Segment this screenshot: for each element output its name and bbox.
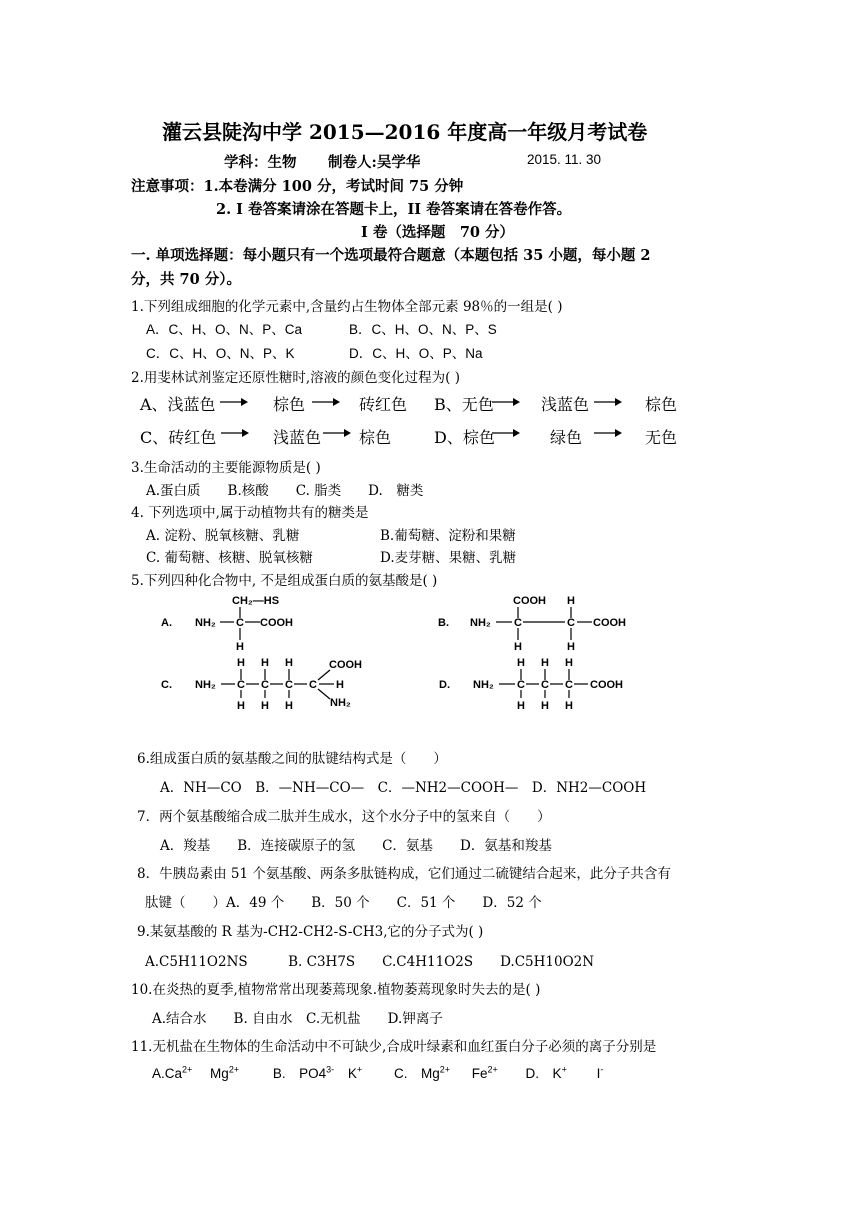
q2-option-b-3: 棕色	[645, 395, 678, 414]
structure-c-h-top-2: H	[261, 657, 269, 669]
structure-d-h-bottom-1: H	[517, 700, 525, 712]
arrow-icon	[492, 396, 520, 408]
structure-d-h-bottom-3: H	[565, 700, 573, 712]
structure-d-carbon-1: C	[517, 679, 525, 691]
structure-c-h-side: H	[336, 679, 344, 691]
structure-b-label: B.	[438, 617, 449, 629]
question-1-option-a: A．C、H、O、N、P、Ca	[146, 322, 303, 337]
question-4-option-b: B.葡萄糖、淀粉和果糖	[380, 528, 516, 544]
question-1-option-d: D．C、H、O、P、Na	[349, 346, 483, 361]
question-7-stem: 7．两个氨基酸缩合成二肽并生成水，这个水分子中的氢来自（ ）	[137, 809, 551, 825]
structure-c-h-top-1: H	[237, 657, 245, 669]
structure-a-side-chain: CH₂—HS	[232, 595, 280, 607]
q11-option-b-2-charge: +	[356, 1064, 363, 1075]
q11-option-b-charge: 3-	[326, 1064, 335, 1075]
arrow-icon	[220, 396, 248, 408]
arrow-icon	[312, 396, 340, 408]
q11-option-d-2-charge: -	[600, 1064, 604, 1075]
structure-d-h-top-3: H	[565, 657, 573, 669]
q2-option-a-2: 棕色	[273, 395, 306, 414]
question-4-option-d: D.麦芽糖、果糖、乳糖	[380, 550, 517, 566]
structure-a-carboxyl: COOH	[260, 617, 293, 629]
q2-option-c-1: C、砖红色	[140, 428, 217, 447]
section-title: I 卷（选择题 70 分）	[361, 224, 515, 241]
question-7-options: A．羧基 B．连接碳原子的氢 C．氨基 D．氨基和羧基	[160, 838, 552, 854]
structure-b-carbon-1: C	[514, 617, 522, 629]
date-label: 2015. 11. 30	[527, 152, 602, 167]
author-label: 制卷人:吴学华	[328, 154, 421, 171]
question-4-option-a: A. 淀粉、脱氧核糖、乳糖	[146, 528, 300, 544]
q2-option-a-3: 砖红色	[359, 395, 408, 414]
structure-b-amino: NH₂	[470, 617, 491, 629]
question-9-stem: 9.某氨基酸的 R 基为-CH2-CH2-S-CH3,它的分子式为( )	[137, 924, 484, 940]
structure-d-label: D.	[439, 679, 450, 691]
page-title: 灌云县陡沟中学 2015—2016 年度高一年级月考试卷	[162, 120, 648, 144]
question-3-options: A.蛋白质 B.核酸 C. 脂类 D. 糖类	[146, 483, 424, 499]
structure-d-h-bottom-2: H	[541, 700, 549, 712]
structure-d-carbon-3: C	[565, 679, 573, 691]
question-6-stem: 6.组成蛋白质的氨基酸之间的肽键结构式是（ ）	[137, 751, 447, 767]
structure-c-h-bottom-1: H	[237, 700, 245, 712]
q11-option-b: B. PO4	[272, 1066, 327, 1081]
structure-d-amino: NH₂	[473, 679, 494, 691]
structure-c-carbon-3: C	[285, 679, 293, 691]
question-5-stem: 5.下列四种化合物中, 不是组成蛋白质的氨基酸是( )	[131, 573, 438, 589]
structure-c-carbon-1: C	[237, 679, 245, 691]
q2-option-c-2: 浅蓝色	[273, 428, 322, 447]
structure-b	[430, 590, 650, 660]
q11-option-a: A.Ca	[152, 1066, 183, 1081]
structure-c-h-bottom-3: H	[285, 700, 293, 712]
question-4-option-c: C. 葡萄糖、核糖、脱氧核糖	[146, 550, 313, 566]
structure-a-carbon: C	[236, 617, 244, 629]
structure-c-h-bottom-2: H	[261, 700, 269, 712]
section-heading-1: 一. 单项选择题：每小题只有一个选项最符合题意（本题包括 35 小题，每小题 2	[131, 247, 651, 264]
arrow-icon	[492, 427, 520, 439]
structure-a-hydrogen: H	[236, 641, 244, 653]
question-1-option-c: C．C、H、O、N、P、K	[146, 346, 295, 361]
structure-c-amino-side: NH₂	[330, 697, 351, 709]
q11-option-d-2: I	[596, 1066, 601, 1081]
question-8-stem: 8．牛胰岛素由 51 个氨基酸、两条多肽链构成，它们通过二硫键结合起来，此分子共含有	[137, 866, 671, 882]
structure-c-carbon-4: C	[309, 679, 317, 691]
structure-d-carboxyl: COOH	[590, 679, 623, 691]
q2-option-c-3: 棕色	[359, 428, 392, 447]
question-10-stem: 10.在炎热的夏季,植物常常出现萎蔫现象.植物萎蔫现象时失去的是( )	[131, 982, 541, 998]
q11-option-c-2: Fe	[471, 1066, 488, 1081]
question-8-stem-continued: 肽键（ ）A．49 个 B．50 个 C．51 个 D．52 个	[145, 895, 542, 911]
structure-c-amino: NH₂	[195, 679, 216, 691]
q2-option-d-2: 绿色	[550, 428, 583, 447]
q11-option-c: C. Mg	[393, 1066, 440, 1081]
section-heading-2: 分，共 70 分）。	[131, 271, 242, 288]
question-11-stem: 11.无机盐在生物体的生命活动中不可缺少,合成叶绿素和血红蛋白分子必须的离子分别是	[131, 1039, 657, 1055]
question-2-stem: 2.用斐林试剂鉴定还原性糖时,溶液的颜色变化过程为( )	[131, 370, 460, 386]
structure-b-h-top: H	[567, 595, 575, 607]
structure-c-label: C.	[161, 679, 172, 691]
structure-d-carbon-2: C	[541, 679, 549, 691]
arrow-icon	[594, 396, 622, 408]
q2-option-d-1: D、棕色	[434, 428, 495, 447]
structure-d-h-top-2: H	[541, 657, 549, 669]
structure-b-carbon-2: C	[567, 617, 575, 629]
q2-option-b-1: B、无色	[434, 395, 494, 414]
question-1-stem: 1.下列组成细胞的化学元素中,含量约占生物体全部元素 98％的一组是( )	[131, 299, 563, 315]
question-4-stem: 4. 下列选项中,属于动植物共有的糖类是	[131, 505, 369, 521]
q2-option-a-1: A、浅蓝色	[140, 395, 216, 414]
structure-a-label: A.	[161, 617, 172, 629]
q11-option-a-charge: 2+	[182, 1064, 193, 1075]
arrow-icon	[221, 427, 249, 439]
structure-c	[150, 652, 390, 712]
notes-line-1: 注意事项：1.本卷满分 100 分，考试时间 75 分钟	[131, 178, 464, 195]
structure-b-h-bottom-2: H	[567, 641, 575, 653]
structure-b-h-bottom-1: H	[514, 641, 522, 653]
q11-option-c-charge: 2+	[439, 1064, 450, 1075]
structure-c-carboxyl: COOH	[329, 659, 362, 671]
question-6-options: A．NH—CO B．—NH—CO— C．—NH2—COOH— D．NH2—COOH	[160, 780, 647, 796]
structure-b-carboxyl: COOH	[593, 617, 626, 629]
arrow-icon	[323, 427, 351, 439]
structure-b-carboxyl-top: COOH	[513, 595, 546, 607]
question-10-options: A.结合水 B. 自由水 C.无机盐 D.钾离子	[152, 1011, 443, 1027]
structure-d	[430, 652, 660, 712]
q11-option-b-2: K	[347, 1066, 357, 1081]
q11-option-d: D. K	[525, 1066, 562, 1081]
structure-a-amino: NH₂	[195, 617, 216, 629]
q2-option-b-2: 浅蓝色	[541, 395, 590, 414]
q2-option-d-3: 无色	[645, 428, 678, 447]
q11-option-a-2: Mg	[210, 1066, 229, 1081]
question-9-options: A.C5H11O2NS B. C3H7S C.C4H11O2S D.C5H10O2N	[145, 954, 595, 970]
q11-option-c-2-charge: 2+	[487, 1064, 498, 1075]
question-11-options	[152, 1062, 603, 1082]
structure-c-h-top-3: H	[285, 657, 293, 669]
question-3-stem: 3.生命活动的主要能源物质是( )	[131, 460, 321, 476]
question-1-option-b: B．C、H、O、N、P、S	[349, 322, 497, 337]
q11-option-a-2-charge: 2+	[228, 1064, 240, 1075]
structure-a	[150, 590, 330, 660]
subject-label: 学科：生物	[224, 154, 297, 171]
arrow-icon	[594, 427, 622, 439]
notes-line-2: 2. I 卷答案请涂在答题卡上，II 卷答案请在答卷作答。	[216, 201, 572, 218]
q11-option-d-charge: +	[561, 1064, 567, 1075]
structure-d-h-top-1: H	[517, 657, 525, 669]
structure-c-carbon-2: C	[261, 679, 269, 691]
